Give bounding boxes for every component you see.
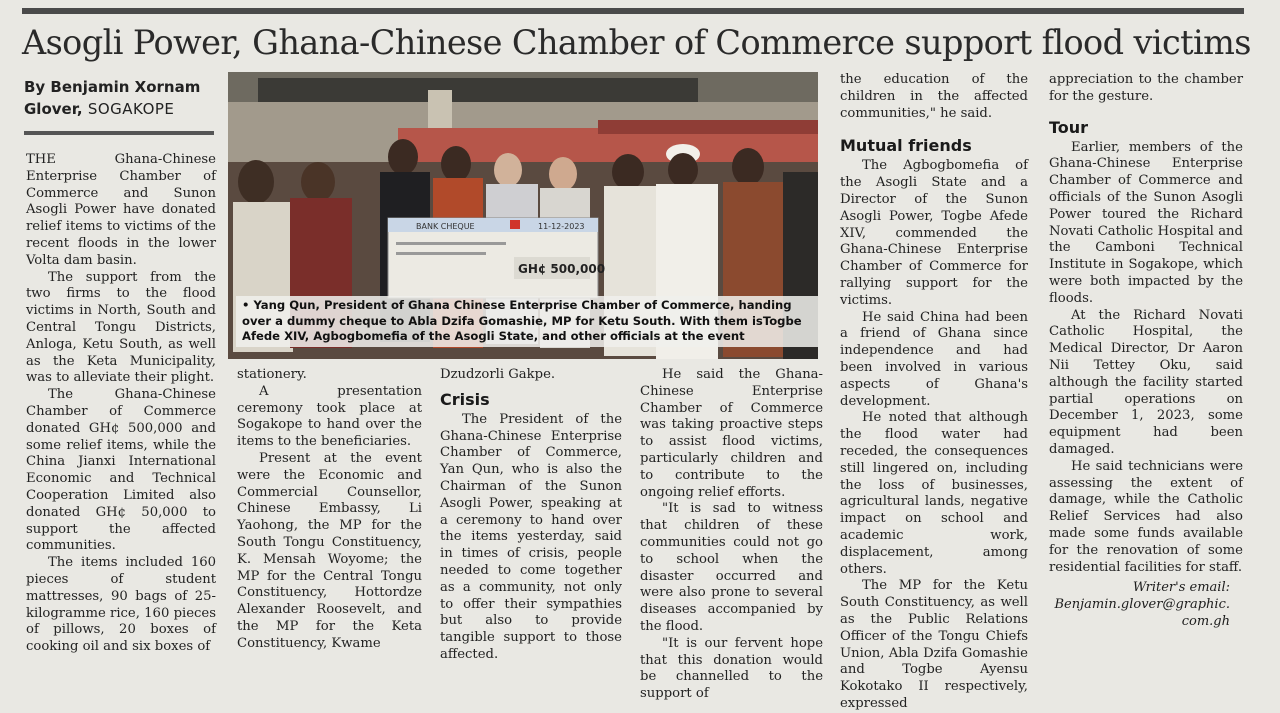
section-heading-tour: Tour [1049,117,1089,137]
paragraph: He said technicians were assessing the extent of damage, while the Catholic Relief Services had also made some funds available for the renovation of some residential facilities for staff. [1049,458,1243,575]
cheque-bank-label: BANK CHEQUE [416,222,475,231]
section-heading-mutual-friends: Mutual friends [840,136,972,156]
paragraph: "It is our fervent hope that this donation would be channelled to the support of [640,635,823,702]
cheque-amount: GH¢ 500,000 [518,262,606,276]
paragraph: Earlier, members of the Ghana-Chinese Enterprise Chamber of Commerce and officials of the Sunon Asogli Power toured the Richard Novati Catholic Hospital and the Camboni Technical Institute in Sogakope, which were both impacted by the floods. [1049,139,1243,306]
byline [24,76,219,120]
paragraph: The Agbogbomefia of the Asogli State and a Director of the Sunon Asogli Power, Togbe Afede XIV, commended the Ghana-Chinese Enterprise Chamber of Commerce for rallying support for the victims. [840,158,1028,308]
article-column-2 [237,367,422,653]
byline-location: SOGAKOPE [87,100,175,118]
article-column-3 [440,367,622,664]
cheque-date: 11-12-2023 [538,222,585,231]
paragraph: Present at the event were the Economic and Commercial Counsellor, Chinese Embassy, Li Yaohong, the MP for the South Tongu Constituency, K. Mensah Woyome; the MP for the Central Tongu Constituency, Hottordze Alexander Roosevelt, and the MP for the Keta Constituency, Kwame [237,450,422,651]
paragraph: stationery. [237,367,307,382]
paragraph: At the Richard Novati Catholic Hospital, the Medical Director, Dr Aaron Nii Tettey Oku, said although the facility started partial operations on December 1, 2023, some equipment had been damaged. [1049,307,1243,457]
paragraph: "It is sad to witness that children of these communities could not go to school when the disaster occurred and were also prone to several diseases accompanied by the flood. [640,501,823,634]
photo-caption: • Yang Qun, President of Ghana Chinese Enterprise Chamber of Commerce, handing over a dummy cheque to Abla Dzifa Gomashie, MP for Ketu South. With them isTogbe Afede XIV, Agbogbomefia of the Asogli State, and other officials at the event [236,296,818,347]
paragraph: The items included 160 pieces of student mattresses, 90 bags of 25-kilogramme rice, 160 pieces of pillows, 20 boxes of cooking oil and six boxes of [26,555,216,655]
writer-email-link[interactable]: Benjamin.glover@graphic.com.gh [1054,597,1230,629]
writer-email-label: Writer's email: [1132,580,1230,595]
section-heading-crisis: Crisis [440,389,490,409]
top-rule [22,8,1244,14]
paragraph: He noted that although the flood water had receded, the consequences still lingered on, including the loss of businesses, agricultural lands, negative impact on school and academic work, displacement, among others. [840,410,1028,577]
paragraph: THE Ghana-Chinese Enterprise Chamber of Commerce and Sunon Asogli Power have donated relief items to victims of the recent floods in the lower Volta dam basin. [26,152,216,268]
byline-prefix: By Benjamin Xornam [24,78,201,96]
paragraph: The Ghana-Chinese Chamber of Commerce donated GH¢ 500,000 and some relief items, while the China Jianxi International Economic and Technical Cooperation Limited also donated GH¢ 50,000 to support the affected communities. [26,387,216,554]
paragraph: appreciation to the chamber for the gesture. [1049,72,1243,104]
paragraph: He said the Ghana-Chinese Enterprise Chamber of Commerce was taking proactive steps to assist flood victims, particularly children and to contribute to the ongoing relief efforts. [640,367,823,500]
paragraph: He said China had been a friend of Ghana since independence and had been involved in various aspects of Ghana's development. [840,309,1028,409]
paragraph: The President of the Ghana-Chinese Enterprise Chamber of Commerce, Yan Qun, who is also the Chairman of the Sunon Asogli Power, speaking at a ceremony to hand over the items yesterday, said in times of crisis, people needed to come together as a community, not only to offer their sympathies but also to provide tangible support to those affected. [440,411,622,662]
article-column-1 [26,152,216,656]
paragraph: Dzudzorli Gakpe. [440,367,556,382]
byline-name-location [24,98,219,120]
byline-name-end: Glover, [24,100,83,118]
article-column-6 [1049,72,1243,576]
article-column-4 [640,367,823,703]
headline: Asogli Power, Ghana-Chinese Chamber of Commerce support flood victims [22,23,1251,62]
article-column-5 [840,72,1028,713]
paragraph: The MP for the Ketu South Constituency, as well as the Public Relations Officer of the Tongu Chiefs Union, Abla Dzifa Gomashie and Togbe Ayensu Kokotako II respectively, expressed [840,578,1028,711]
paragraph: A presentation ceremony took place at Sogakope to hand over the items to the beneficiaries. [237,383,422,450]
paragraph: the education of the children in the affected communities," he said. [840,72,1028,121]
byline-rule [24,131,214,135]
paragraph: The support from the two firms to the flood victims in North, South and Central Tongu Districts, Anloga, Ketu South, as well as the Keta Municipality, was to alleviate their plight. [26,269,216,386]
